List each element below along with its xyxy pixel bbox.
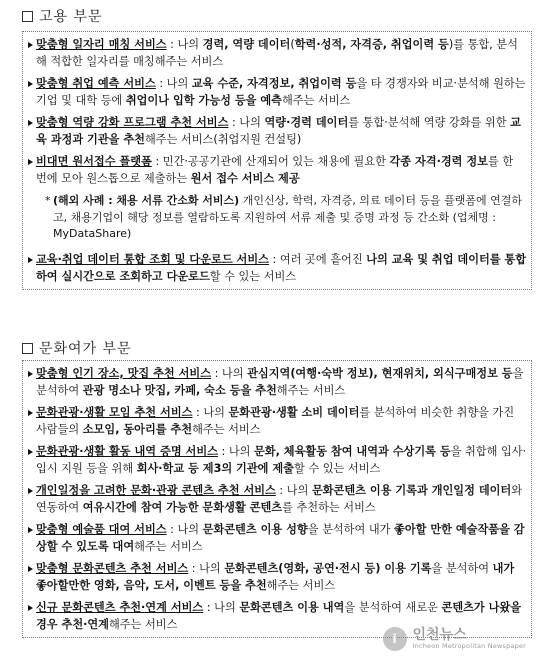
description-text: 해주는 서비스(취업지원 컨설팅) — [144, 133, 302, 146]
description-text: 을 타 경쟁자와 비교·분석해 원하는 기업 및 대학 등에 — [36, 77, 526, 107]
description-text: 할 수 있는 서비스 — [209, 269, 297, 283]
description-text: 를 추천하는 서비스 — [282, 501, 376, 514]
description-emphasis: 교육 수준, 자격정보, 취업이력 등 — [191, 77, 357, 90]
checkbox-icon — [22, 343, 33, 354]
title-separator: : — [188, 562, 200, 575]
description-text: 나의 — [166, 77, 192, 90]
asterisk-marker: * — [45, 194, 51, 207]
description-text: )를 통합, 분석해 적합한 일자리를 매칭해주는 서비스 — [36, 38, 518, 68]
watermark — [383, 627, 526, 651]
title-separator: : — [275, 484, 287, 497]
description-text: 를 통합·분석해 역량 강화를 위한 — [348, 116, 511, 129]
title-separator: : — [166, 38, 178, 51]
description-text: 민간·공공기관에 산재되어 있는 채용에 필요한 — [162, 155, 390, 168]
description-text: 나의 — [228, 445, 254, 458]
description-text: 해주는 서비스 — [276, 384, 346, 397]
description-emphasis: 역량·경력 데이터 — [264, 116, 349, 129]
service-item — [27, 153, 527, 187]
title-separator: : — [217, 445, 229, 458]
description-text: 해주는 서비스 — [109, 618, 178, 631]
description-emphasis: 취업이나 입학 가능성 등을 예측 — [125, 94, 282, 107]
description-emphasis: 관심지역(여행·숙박 정보), 현재위치, 외식구매정보 등 — [247, 367, 513, 380]
description-text: 나의 — [177, 38, 203, 51]
service-title: 맞춤형 인기 장소, 맛집 추천 서비스 — [36, 367, 212, 380]
description-emphasis: 문화, 체육활동 참여 내역과 수상기록 등 — [254, 445, 451, 458]
description-emphasis: 내가 좋아할만한 영화, 음악, 도서, 이벤트 등을 추천 — [36, 562, 515, 592]
description-text: 해주는 서비스 — [281, 94, 351, 107]
employment-services-box — [22, 31, 532, 290]
description-text: 나의 — [286, 484, 312, 497]
description-emphasis: 원서 접수 서비스 제공 — [190, 172, 300, 185]
description-text: 을 취합해 입사·입시 지원 등을 위해 — [36, 445, 527, 475]
title-separator: : — [192, 406, 204, 419]
service-item — [27, 560, 527, 594]
service-item — [27, 443, 527, 477]
title-separator: : — [151, 155, 163, 168]
newspaper-logo-icon: i — [383, 627, 407, 651]
description-emphasis: 학력·성적, 자격증, 취업이력 등 — [294, 38, 449, 51]
description-emphasis: 교육 과정과 기관을 추천 — [36, 116, 521, 146]
overseas-example-note — [27, 193, 527, 243]
description-emphasis: 문화콘텐츠 이용 기록과 개인일정 데이터 — [311, 484, 512, 497]
description-emphasis: 콘텐츠가 나왔을 경우 추천·연계 — [36, 601, 522, 631]
service-item — [27, 75, 527, 109]
description-text: 나의 — [199, 562, 225, 575]
service-item — [27, 36, 527, 70]
service-title: 맞춤형 역량 강화 프로그램 추천 서비스 — [36, 116, 229, 129]
service-title: 맞춤형 일자리 매칭 서비스 — [36, 38, 167, 51]
service-item — [27, 114, 527, 148]
title-separator: : — [211, 367, 222, 380]
description-emphasis: 관광 명소나 맛집, 카페, 숙소 등을 추천 — [82, 384, 277, 397]
section-title-employment — [22, 6, 103, 26]
description-emphasis: 좋아할 만한 예술작품을 감상할 수 있도록 대여 — [36, 523, 525, 553]
description-text: 나의 — [203, 406, 229, 419]
description-text: 를 한 번에 모아 원스톱으로 제출하는 — [36, 155, 514, 185]
description-text: 나의 — [221, 367, 248, 380]
watermark-sub-text: Incheon Metropolitan Newspaper — [412, 642, 526, 651]
description-text: ( — [290, 38, 295, 51]
description-text: 해주는 서비스 — [192, 423, 261, 436]
title-separator: : — [155, 77, 167, 90]
description-text: 와 연동하여 — [36, 484, 523, 514]
service-title: 맞춤형 문화콘텐츠 추천 서비스 — [36, 562, 189, 575]
description-text: 을 분석하여 — [36, 367, 524, 397]
service-item — [27, 521, 527, 555]
description-emphasis: 문화콘텐츠 이용 성향 — [202, 523, 308, 536]
description-emphasis: 문화관광·생활 소비 데이터 — [228, 406, 360, 419]
title-separator: : — [166, 523, 178, 536]
checkbox-icon — [22, 11, 33, 22]
service-item — [27, 482, 527, 516]
section-title-culture — [22, 338, 132, 358]
description-text: 여러 곳에 흩어진 — [279, 252, 367, 266]
service-title: 개인일정을 고려한 문화·관광 콘텐츠 추천 서비스 — [36, 484, 276, 497]
section-title-text: 문화여가 부문 — [39, 341, 132, 357]
description-text: 을 분석하여 — [431, 562, 493, 575]
description-text: 나의 — [214, 601, 240, 614]
culture-leisure-services-box — [22, 360, 532, 638]
description-text: 나의 — [239, 116, 265, 129]
title-separator: : — [203, 601, 215, 614]
description-text: 해주는 서비스 — [266, 579, 336, 592]
title-separator: : — [228, 116, 240, 129]
description-text: 를 분석하여 비슷한 취향을 가진 사람들의 — [36, 406, 515, 436]
description-text: 해주는 서비스 — [134, 540, 203, 553]
section-title-text: 고용 부문 — [39, 9, 103, 25]
service-title: 맞춤형 예술품 대여 서비스 — [36, 523, 167, 536]
description-emphasis: 경력, 역량 데이터 — [202, 38, 291, 51]
description-emphasis: 각종 자격·경력 정보 — [389, 155, 488, 168]
description-text: 을 분석하여 내가 — [307, 523, 395, 536]
description-text: 할 수 있는 서비스 — [294, 462, 381, 475]
description-emphasis: 회사·학교 등 제3의 기관에 제출 — [136, 462, 294, 475]
example-text: 개인신상, 학력, 자격증, 의료 데이터 등을 플랫폼에 연결하고, 채용기업이 해당 정보를 열람하도록 지원하여 서류 제출 및 증명 과정 등 간소화 (업체명 : MyDataShare) — [53, 194, 523, 240]
service-title: 문화관광·생활 활동 내역 증명 서비스 — [36, 445, 218, 458]
service-title: 문화관광·생활 모임 추천 서비스 — [36, 406, 193, 419]
description-emphasis: 여유시간에 참여 가능한 문화생활 콘텐츠 — [82, 501, 283, 514]
description-emphasis: 소모임, 동아리를 추천 — [82, 423, 193, 436]
service-item — [27, 404, 527, 438]
description-text: 나의 — [177, 523, 203, 536]
service-title: 신규 문화콘텐츠 추천·연계 서비스 — [36, 601, 204, 614]
title-separator: : — [268, 252, 280, 266]
watermark-main-text: 인천뉴스 — [412, 626, 467, 643]
service-title: 비대면 원서접수 플랫폼 — [36, 155, 152, 168]
service-item — [27, 365, 527, 399]
description-emphasis: 문화콘텐츠 이용 내역 — [239, 601, 345, 614]
service-title: 교육·취업 데이터 통합 조회 및 다운로드 서비스 — [36, 252, 269, 266]
description-emphasis: 나의 교육 및 취업 데이터를 통합하여 실시간으로 조회하고 다운로드 — [36, 252, 527, 283]
description-text: 을 분석하여 새로운 — [344, 601, 442, 614]
service-title: 맞춤형 취업 예측 서비스 — [36, 77, 156, 90]
example-label: (해외 사례 : 채용 서류 간소화 서비스) — [53, 194, 240, 207]
service-item — [27, 251, 527, 285]
description-emphasis: 문화콘텐츠(영화, 공연·전시 등) 이용 기록 — [224, 562, 432, 575]
